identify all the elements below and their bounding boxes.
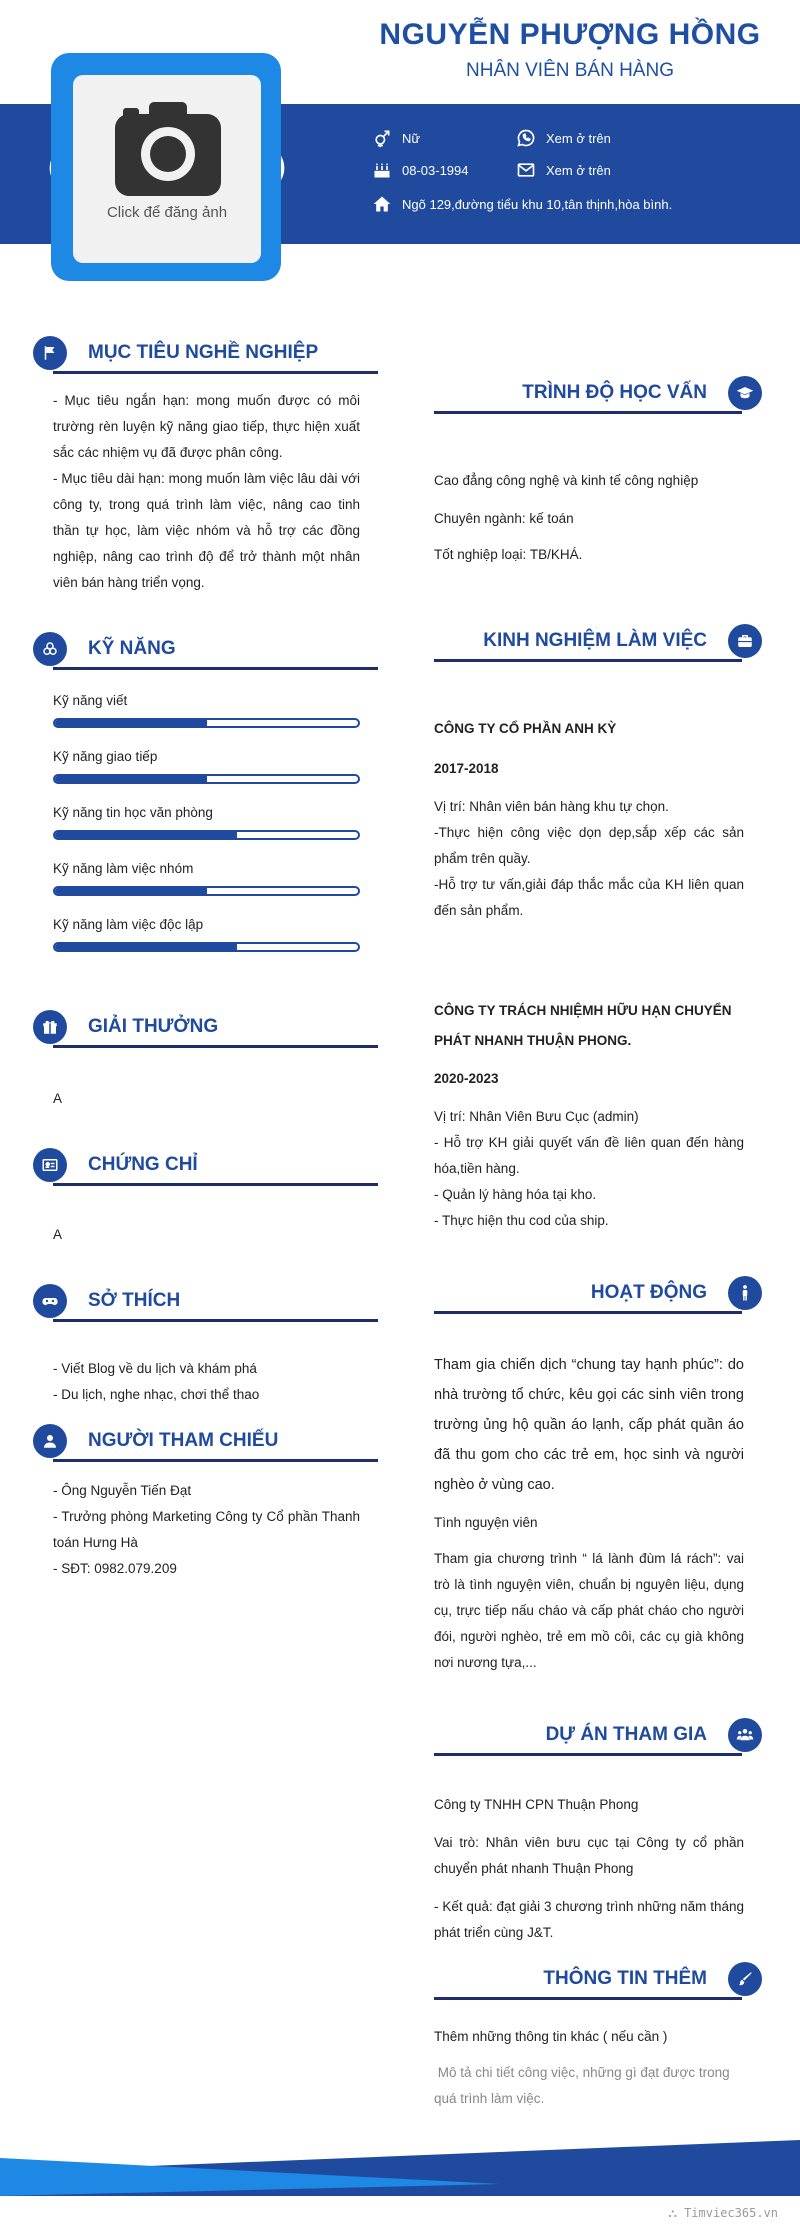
- skill-label: Kỹ năng làm việc nhóm: [53, 861, 194, 876]
- job-duty: -Thực hiện công việc dọn dẹp,sắp xếp các sản phẩm trên quầy.: [434, 825, 744, 866]
- home-icon: [372, 194, 392, 214]
- graduation-cap-icon: [736, 384, 754, 402]
- person-standing-icon: [736, 1284, 754, 1302]
- address-row: [372, 194, 672, 214]
- skill-bar: [53, 718, 360, 728]
- skill-bar: [53, 830, 360, 840]
- briefcase-icon: [736, 632, 754, 650]
- job-duty: - Hỗ trợ KH giải quyết vấn đề liên quan đến hàng hóa,tiền hàng.: [434, 1135, 744, 1176]
- section-education-header: [434, 374, 762, 414]
- section-title: THÔNG TIN THÊM: [543, 1968, 707, 1989]
- gender-value: Nữ: [402, 130, 421, 146]
- section-title: MỤC TIÊU NGHỀ NGHIỆP: [88, 342, 319, 363]
- section-title: HOẠT ĐỘNG: [590, 1282, 707, 1303]
- skill-bar: [53, 774, 360, 784]
- email-value: Xem ở trên: [546, 162, 611, 178]
- project-company: Công ty TNHH CPN Thuận Phong: [434, 1797, 639, 1812]
- gender-row: [372, 128, 420, 148]
- skill-label: Kỹ năng viết: [53, 693, 128, 708]
- section-title: NGƯỜI THAM CHIẾU: [88, 1430, 279, 1451]
- skill-bar: [53, 942, 360, 952]
- job-company: CÔNG TY TRÁCH NHIỆMH HỮU HẠN CHUYỂN PHÁT NHANH THUẬN PHONG.: [434, 1003, 732, 1048]
- reference-position: - Trưởng phòng Marketing Công ty Cổ phần Thanh toán Hưng Hà: [53, 1509, 360, 1550]
- job-duty: - Quản lý hàng hóa tại kho.: [434, 1187, 597, 1202]
- person-icon: [41, 1432, 59, 1450]
- section-title: DỰ ÁN THAM GIA: [545, 1724, 707, 1745]
- job-duty: - Thực hiện thu cod của ship.: [434, 1213, 609, 1228]
- flag-icon: [41, 344, 59, 362]
- extra-info: Thêm những thông tin khác ( nếu cần ): [434, 2029, 668, 2044]
- email-icon: [516, 160, 536, 180]
- job-role: Vị trí: Nhân viên bán hàng khu tự chọn.: [434, 799, 669, 814]
- dob-value: 08-03-1994: [402, 162, 469, 178]
- gender-icon: [372, 128, 392, 148]
- dob-row: [372, 160, 469, 180]
- skills-icon: [41, 640, 59, 658]
- skill-bar: [53, 886, 360, 896]
- section-experience-header: [434, 622, 762, 662]
- education-school: Cao đẳng công nghệ và kinh tế công nghiệp: [434, 473, 699, 488]
- camera-icon[interactable]: [113, 100, 223, 198]
- gift-icon: [41, 1018, 59, 1036]
- birthday-cake-icon: [372, 160, 392, 180]
- education-major: Chuyên ngành: kế toán: [434, 511, 574, 526]
- photo-frame: [25, 26, 309, 310]
- skill-label: Kỹ năng tin học văn phòng: [53, 805, 213, 820]
- certificate-icon: [41, 1156, 59, 1174]
- watermark: ⛬ Timviec365.vn: [668, 2206, 778, 2220]
- job-title: NHÂN VIÊN BÁN HÀNG: [466, 60, 674, 81]
- section-title: KỸ NĂNG: [88, 638, 176, 659]
- education-grade: Tốt nghiệp loại: TB/KHÁ.: [434, 547, 583, 562]
- hobby-item: - Du lịch, nghe nhạc, chơi thể thao: [53, 1387, 260, 1402]
- project-role: Vai trò: Nhân viên bưu cục tại Công ty cổ phần chuyển phát nhanh Thuận Phong: [434, 1835, 744, 1876]
- job-duty: -Hỗ trợ tư vấn,giải đáp thắc mắc của KH liên quan đến sản phẩm.: [434, 877, 744, 918]
- section-hobbies-header: [33, 1282, 378, 1322]
- section-awards-header: [33, 1008, 378, 1048]
- activity-description: Tham gia chiến dịch “chung tay hạnh phúc”: do nhà trường tổ chức, kêu gọi các sinh viên trong trường ủng hộ quần áo lạnh, cấp phát quần áo đã thu gom cho các trẻ em, học sinh và người nghèo ở vùng cao.: [434, 1357, 744, 1493]
- extra-info-placeholder: Mô tả chi tiết công việc, những gì đạt được trong quá trình làm việc.: [434, 2065, 734, 2106]
- job-period: 2017-2018: [434, 761, 499, 776]
- footer-decoration: [0, 2140, 800, 2200]
- job-role: Vị trí: Nhân Viên Bưu Cục (admin): [434, 1109, 639, 1124]
- section-objective-header: [33, 334, 378, 374]
- section-title: KINH NGHIỆM LÀM VIỆC: [483, 630, 707, 651]
- hobby-item: - Viết Blog về du lịch và khám phá: [53, 1361, 257, 1376]
- job-company: CÔNG TY CỔ PHẦN ANH KỲ: [434, 721, 617, 736]
- phone-row: [516, 128, 611, 148]
- section-references-header: [33, 1422, 378, 1462]
- certificates-text: A: [53, 1227, 63, 1242]
- candidate-name: NGUYỄN PHƯỢNG HỒNG: [379, 18, 761, 51]
- skill-label: Kỹ năng giao tiếp: [53, 749, 158, 764]
- section-title: TRÌNH ĐỘ HỌC VẤN: [522, 382, 707, 403]
- section-activities-header: [434, 1274, 762, 1314]
- activity-description: Tham gia chương trình “ lá lành đùm lá rách”: vai trò là tình nguyện viên, chuẩn bị nguyên liệu, dụng cụ, trực tiếp nấu cháo và cấp phát cháo cho người đói, người nghèo, trẻ em mồ côi, các cụ già không nơi nương tựa,...: [434, 1551, 744, 1670]
- section-title: SỞ THÍCH: [88, 1290, 181, 1311]
- activity-role: Tình nguyện viên: [434, 1515, 538, 1530]
- phone-icon: [516, 128, 536, 148]
- address-value: Ngõ 129,đường tiểu khu 10,tân thịnh,hòa bình.: [402, 196, 673, 212]
- section-certificates-header: [33, 1146, 378, 1186]
- reference-phone: - SĐT: 0982.079.209: [53, 1561, 177, 1576]
- skill-label: Kỹ năng làm việc độc lập: [53, 917, 204, 932]
- awards-text: A: [53, 1091, 63, 1106]
- photo-upload-label[interactable]: Click để đăng ảnh: [106, 204, 228, 221]
- section-skills-header: [33, 630, 378, 670]
- brush-icon: [736, 1970, 754, 1988]
- gamepad-icon: [41, 1292, 59, 1310]
- email-row: [516, 160, 611, 180]
- project-result: - Kết quả: đạt giải 3 chương trình những năm tháng phát triển cùng J&T.: [434, 1899, 744, 1940]
- section-projects-header: [434, 1716, 762, 1756]
- reference-name: - Ông Nguyễn Tiến Đạt: [53, 1483, 192, 1498]
- job-period: 2020-2023: [434, 1071, 499, 1086]
- section-extra-header: [434, 1960, 762, 2000]
- phone-value: Xem ở trên: [546, 130, 611, 146]
- section-title: GIẢI THƯỞNG: [88, 1016, 219, 1037]
- objective-long: - Mục tiêu dài hạn: mong muốn làm việc lâu dài với công ty, trong quá trình làm việc, nâng cao tinh thần tự học, làm việc nhóm và hỗ trợ các đồng nghiệp, nâng cao trình độ để trở thành một nhân viên bán hàng triển vọng.: [53, 471, 360, 590]
- objective-short: - Mục tiêu ngắn hạn: mong muốn được có môi trường rèn luyện kỹ năng giao tiếp, thực hiện xuất sắc các nhiệm vụ đã được phân công.: [53, 393, 360, 460]
- team-icon: [736, 1726, 754, 1744]
- watermark-text: Timviec365.vn: [684, 2206, 778, 2220]
- section-title: CHỨNG CHỈ: [88, 1154, 198, 1175]
